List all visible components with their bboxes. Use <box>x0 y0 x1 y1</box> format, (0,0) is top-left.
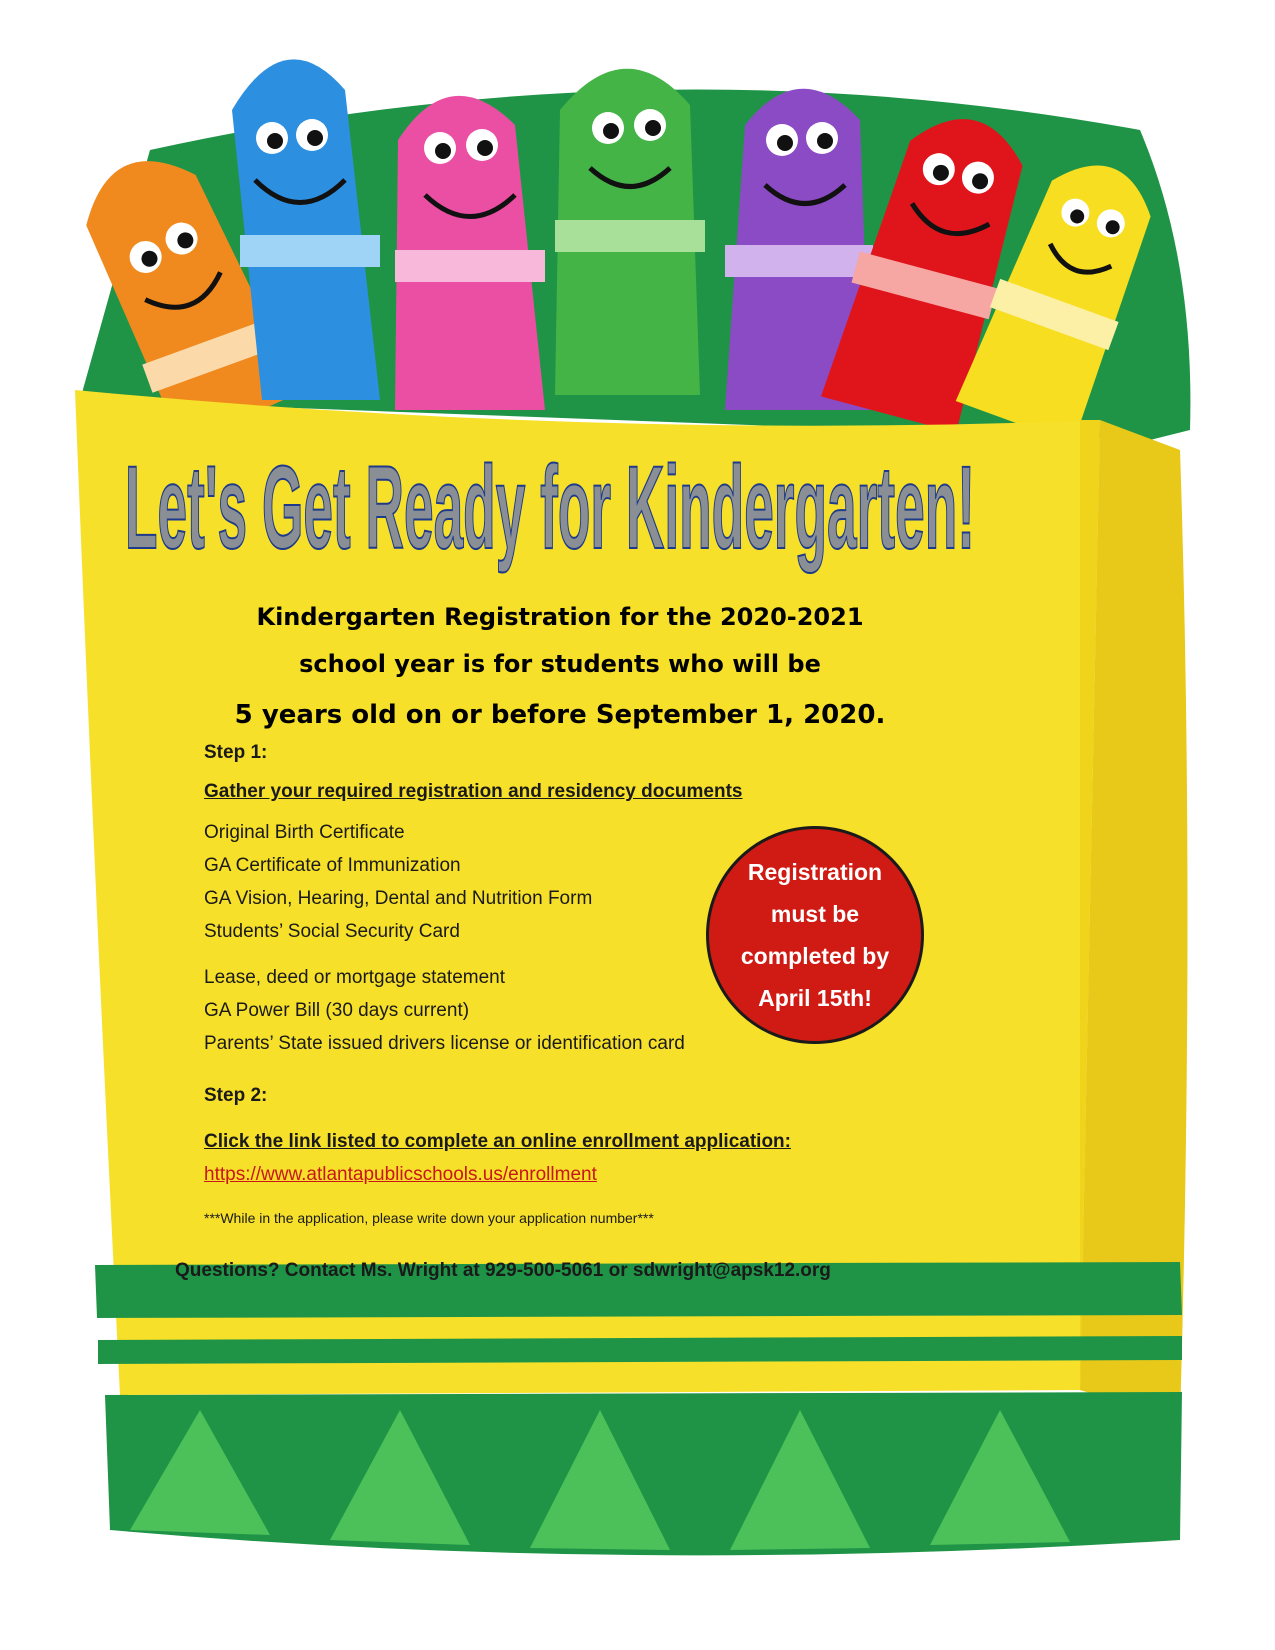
box-stripe-2 <box>98 1336 1182 1364</box>
step1-label: Step 1: <box>204 742 268 763</box>
step1-instruction: Gather your required registration and residency documents <box>204 781 743 802</box>
contact-line: Questions? Contact Ms. Wright at 929-500-5061 or sdwright@apsk12.org <box>175 1260 831 1281</box>
residency-item: Lease, deed or mortgage statement <box>204 967 506 988</box>
deadline-badge-text: Registration must be completed by April 15th! <box>740 859 890 1011</box>
enrollment-link[interactable]: https://www.atlantapublicschools.us/enrollment <box>204 1164 597 1185</box>
headline-line-3: 5 years old on or before September 1, 2020. <box>234 700 886 730</box>
green-crayon <box>555 69 705 395</box>
document-item: GA Certificate of Immunization <box>204 855 461 876</box>
document-item: GA Vision, Hearing, Dental and Nutrition Form <box>204 888 593 909</box>
page-title-text: Let's Get Ready for Kindergarten! <box>125 442 975 574</box>
document-item: Original Birth Certificate <box>204 822 405 843</box>
page-title <box>100 430 1000 580</box>
residency-item: GA Power Bill (30 days current) <box>204 1000 470 1021</box>
step2-label: Step 2: <box>204 1085 268 1106</box>
step2-instruction: Click the link listed to complete an online enrollment application: <box>204 1131 791 1152</box>
deadline-badge <box>706 826 924 1044</box>
application-note: ***While in the application, please write down your application number*** <box>204 1210 654 1226</box>
headline-line-1: Kindergarten Registration for the 2020-2021 <box>256 603 864 631</box>
residency-item: Parents’ State issued drivers license or identification card <box>204 1033 685 1054</box>
headline-line-2: school year is for students who will be <box>299 650 821 678</box>
document-item: Students’ Social Security Card <box>204 921 460 942</box>
